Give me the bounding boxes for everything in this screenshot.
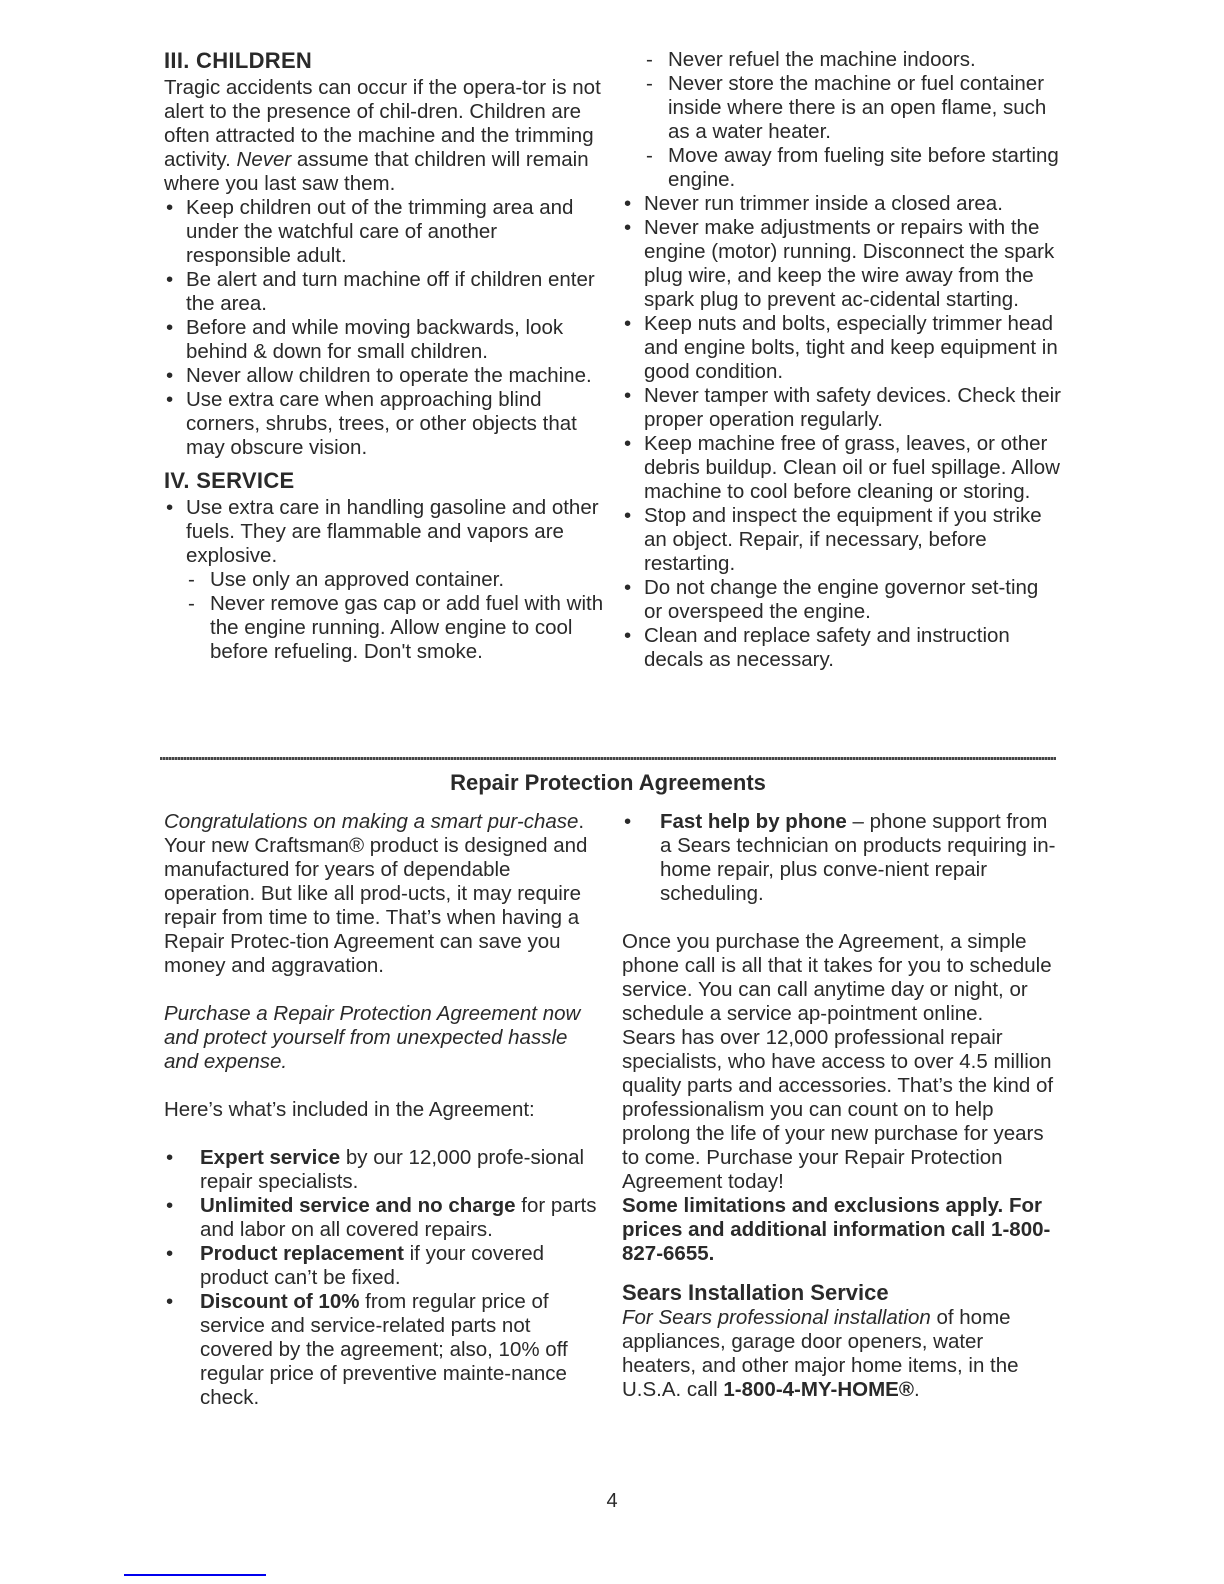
limitations-note: Some limitations and exclusions apply. For prices and additional information call 1-800-827-6655. (622, 1194, 1051, 1265)
page-number: 4 (606, 1490, 618, 1512)
service-bullet: • Never make adjustments or repairs with the engine (motor) running. Disconnect the spark plug wire, and keep the wire away from the spark plug to prevent ac-cidental starting. (622, 216, 1062, 312)
left-column-bottom (164, 810, 604, 1410)
purchase-callout: Purchase a Repair Protection Agreement now and protect yourself from unexpected hassle and expense. (164, 1002, 581, 1073)
service-bullet: • Keep nuts and bolts, especially trimmer head and engine bolts, tight and keep equipment in good condition. (622, 312, 1062, 384)
fuel-dash-item: - Never store the machine or fuel container inside where there is an open flame, such as a water heater. (622, 72, 1062, 144)
sears-has-paragraph: Sears has over 12,000 professional repair specialists, who have access to over 4.5 million quality parts and accessories. That’s the kind of professionalism you can count on to help prolong the life of your new purchase for years to come. Purchase your Repair Protection Agreement today! (622, 1026, 1054, 1193)
right-column-bottom (622, 810, 1062, 1402)
benefit-item: • Fast help by phone – phone support from a Sears technician on products requiring in-home repair, plus conve-nient repair scheduling. (622, 810, 1062, 906)
left-column-top (164, 48, 604, 664)
service-heading: IV. SERVICE (164, 468, 295, 493)
right-column-top (622, 48, 1062, 672)
children-bullet: • Be alert and turn machine off if children enter the area. (164, 268, 604, 316)
once-purchase-paragraph: Once you purchase the Agreement, a simple phone call is all that it takes for you to schedule service. You can call anytime day or night, or schedule a service ap-pointment online. (622, 930, 1052, 1025)
service-bullet: • Clean and replace safety and instruction decals as necessary. (622, 624, 1062, 672)
children-bullet: • Keep children out of the trimming area and under the watchful care of another responsible adult. (164, 196, 604, 268)
children-heading: III. CHILDREN (164, 48, 313, 73)
benefit-item: • Product replacement if your covered product can’t be fixed. (164, 1242, 604, 1290)
footer-link-underline (124, 1574, 266, 1576)
benefit-item: • Discount of 10% from regular price of service and service-related parts not covered by the agreement; also, 10% off regular price of preventive mainte-nance check. (164, 1290, 604, 1410)
children-bullet: • Never allow children to operate the machine. (164, 364, 604, 388)
fuel-dash-item: - Never remove gas cap or add fuel with with the engine running. Allow engine to cool before refueling. Don't smoke. (164, 592, 604, 664)
fuel-dash-item: - Use only an approved container. (164, 568, 604, 592)
section-divider (160, 757, 1056, 760)
installation-paragraph: For Sears professional installation of home appliances, garage door openers, water heaters, and other major home items, in the U.S.A. call 1-800-4-MY-HOME®. (622, 1306, 1019, 1401)
included-lead: Here’s what’s included in the Agreement: (164, 1098, 535, 1121)
repair-protection-title: Repair Protection Agreements (450, 770, 766, 795)
service-bullet: • Never run trimmer inside a closed area. (622, 192, 1062, 216)
benefit-item: • Unlimited service and no charge for parts and labor on all covered repairs. (164, 1194, 604, 1242)
fuel-dash-item: - Never refuel the machine indoors. (622, 48, 1062, 72)
fuel-dash-item: - Move away from fueling site before starting engine. (622, 144, 1062, 192)
service-bullet: • Keep machine free of grass, leaves, or other debris buildup. Clean oil or fuel spillage. Allow machine to cool before cleaning or storing. (622, 432, 1062, 504)
children-intro: Tragic accidents can occur if the opera-tor is not alert to the presence of chil-dren. Children are often attracted to the machine and the trimming activity. Never assume that children will remain where you last saw them. (164, 76, 601, 195)
children-bullet: • Before and while moving backwards, look behind & down for small children. (164, 316, 604, 364)
benefit-item: • Expert service by our 12,000 profe-sional repair specialists. (164, 1146, 604, 1194)
service-bullet-fuel: • Use extra care in handling gasoline and other fuels. They are flammable and vapors are explosive. (164, 496, 604, 568)
children-bullet: • Use extra care when approaching blind corners, shrubs, trees, or other objects that may obscure vision. (164, 388, 604, 460)
service-bullet: • Stop and inspect the equipment if you strike an object. Repair, if necessary, before restarting. (622, 504, 1062, 576)
installation-phone: 1-800-4-MY-HOME® (723, 1378, 914, 1401)
installation-heading: Sears Installation Service (622, 1280, 889, 1305)
service-bullet: • Never tamper with safety devices. Check their proper operation regularly. (622, 384, 1062, 432)
service-bullet: • Do not change the engine governor set-ting or overspeed the engine. (622, 576, 1062, 624)
repair-intro: Congratulations on making a smart pur-chase. Your new Craftsman® product is designed and manufactured for years of dependable operation. But like all prod-ucts, it may require repair from time to time. That’s when having a Repair Protec-tion Agreement can save you money and aggravation. (164, 810, 588, 977)
